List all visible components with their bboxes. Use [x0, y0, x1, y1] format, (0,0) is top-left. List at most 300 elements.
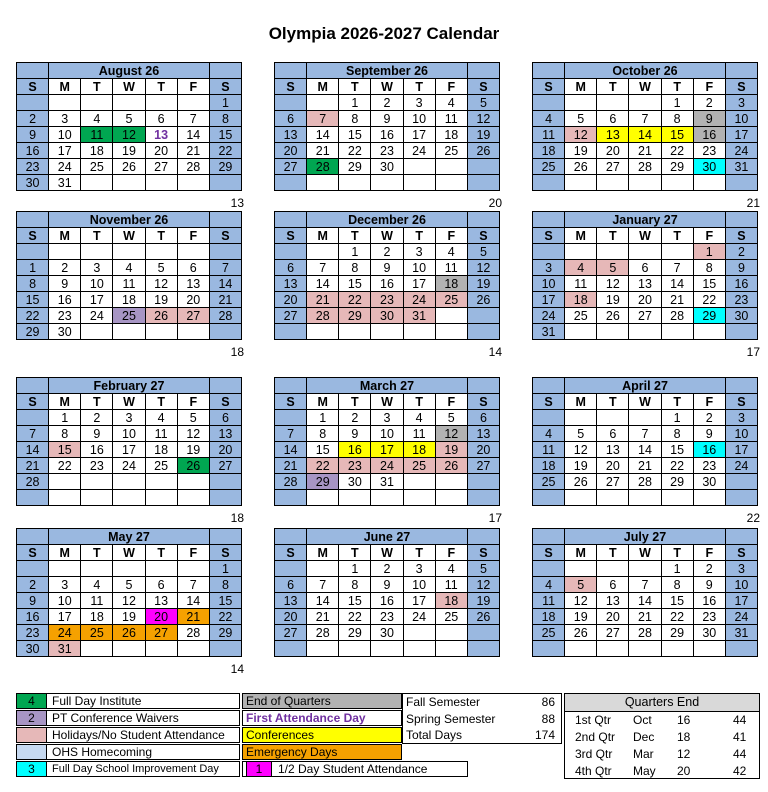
header-cell [467, 63, 499, 79]
day-cell: 26 [435, 458, 467, 474]
day-cell: 6 [177, 260, 209, 276]
weekday-header: T [661, 394, 693, 410]
day-cell: 14 [629, 442, 661, 458]
day-cell: 6 [145, 111, 177, 127]
day-cell: 9 [81, 426, 113, 442]
day-cell: 21 [629, 609, 661, 625]
day-cell: 21 [661, 292, 693, 308]
empty-cell [629, 324, 661, 340]
day-cell: 12 [467, 111, 499, 127]
day-cell: 8 [307, 426, 339, 442]
day-cell: 16 [693, 127, 725, 143]
day-cell: 25 [435, 143, 467, 159]
day-cell: 29 [661, 159, 693, 175]
legend-emergency: Emergency Days [242, 744, 402, 760]
weekday-header: S [533, 79, 565, 95]
quarter-d: 12 [677, 747, 691, 761]
empty-cell [693, 175, 725, 191]
header-cell [17, 63, 49, 79]
quarter-q: 2nd Qtr [575, 730, 616, 744]
day-cell: 6 [209, 410, 241, 426]
day-cell: 24 [725, 143, 757, 159]
day-cell: 18 [145, 442, 177, 458]
empty-cell [435, 490, 467, 506]
quarter-row [565, 763, 759, 779]
day-cell: 21 [629, 143, 661, 159]
weekday-header: S [17, 545, 49, 561]
empty-cell [661, 641, 693, 657]
day-cell: 17 [403, 276, 435, 292]
day-cell: 11 [145, 426, 177, 442]
weekday-header: S [17, 394, 49, 410]
empty-cell [371, 641, 403, 657]
fall-semester-value: 86 [541, 695, 555, 709]
day-cell: 29 [661, 474, 693, 490]
empty-cell [597, 175, 629, 191]
day-cell: 29 [339, 159, 371, 175]
empty-cell [113, 175, 145, 191]
day-cell: 10 [403, 111, 435, 127]
quarter-row [565, 746, 759, 762]
legend-swatch-magenta: 1 [246, 762, 272, 776]
day-cell: 16 [49, 292, 81, 308]
weekday-header: T [339, 228, 371, 244]
day-cell: 13 [275, 276, 307, 292]
month-name: May 27 [49, 529, 210, 545]
weekday-header: W [629, 545, 661, 561]
weekday-header: M [307, 394, 339, 410]
day-cell: 15 [339, 127, 371, 143]
empty-cell [177, 175, 209, 191]
day-cell: 12 [467, 577, 499, 593]
semester-totals [402, 693, 562, 744]
day-cell: 30 [693, 625, 725, 641]
empty-cell [209, 324, 241, 340]
day-cell: 15 [17, 292, 49, 308]
day-cell: 7 [307, 577, 339, 593]
empty-cell [145, 95, 177, 111]
day-cell: 19 [467, 593, 499, 609]
empty-cell [435, 641, 467, 657]
day-cell: 8 [209, 577, 241, 593]
empty-cell [81, 490, 113, 506]
day-cell: 13 [597, 442, 629, 458]
empty-cell [339, 175, 371, 191]
day-cell: 1 [339, 95, 371, 111]
empty-cell [81, 95, 113, 111]
day-cell: 16 [371, 127, 403, 143]
day-cell: 14 [17, 442, 49, 458]
day-cell: 25 [565, 308, 597, 324]
weekday-header: S [725, 394, 757, 410]
empty-cell [113, 95, 145, 111]
day-cell: 19 [435, 442, 467, 458]
empty-cell [403, 159, 435, 175]
day-cell: 10 [533, 276, 565, 292]
day-cell: 22 [661, 609, 693, 625]
empty-cell [725, 490, 757, 506]
day-cell: 29 [209, 159, 241, 175]
legend-swatch-lightblue [17, 745, 47, 759]
day-cell: 12 [565, 127, 597, 143]
month-name: January 27 [565, 212, 726, 228]
day-cell: 15 [339, 593, 371, 609]
day-cell: 7 [307, 111, 339, 127]
legend-label: Full Day School Improvement Day [52, 763, 219, 775]
empty-cell [629, 641, 661, 657]
empty-cell [403, 641, 435, 657]
day-cell: 15 [693, 276, 725, 292]
day-cell: 1 [49, 410, 81, 426]
empty-cell [565, 175, 597, 191]
weekday-header: T [81, 228, 113, 244]
empty-cell [533, 410, 565, 426]
day-cell: 26 [565, 625, 597, 641]
day-cell: 28 [209, 308, 241, 324]
legend-holidays [16, 727, 240, 743]
day-cell: 5 [467, 561, 499, 577]
day-cell: 25 [435, 292, 467, 308]
day-cell: 13 [145, 127, 177, 143]
weekday-header: T [597, 228, 629, 244]
day-cell: 31 [403, 308, 435, 324]
header-cell [275, 212, 307, 228]
day-cell: 23 [81, 458, 113, 474]
weekday-header: S [467, 79, 499, 95]
empty-cell [145, 244, 177, 260]
weekday-header: T [597, 545, 629, 561]
empty-cell [113, 641, 145, 657]
empty-cell [597, 244, 629, 260]
spring-semester-value: 88 [541, 712, 555, 726]
weekday-header: M [307, 79, 339, 95]
day-cell: 28 [307, 159, 339, 175]
empty-cell [565, 95, 597, 111]
day-cell: 30 [693, 474, 725, 490]
weekday-header: F [435, 79, 467, 95]
day-cell: 22 [49, 458, 81, 474]
day-cell: 26 [467, 609, 499, 625]
day-cell: 25 [533, 474, 565, 490]
empty-cell [403, 324, 435, 340]
weekday-header: M [565, 545, 597, 561]
empty-cell [435, 175, 467, 191]
day-cell: 9 [693, 426, 725, 442]
day-cell: 18 [435, 127, 467, 143]
day-cell: 19 [467, 276, 499, 292]
day-cell: 20 [209, 442, 241, 458]
empty-cell [177, 561, 209, 577]
header-cell [209, 529, 241, 545]
day-cell: 4 [81, 577, 113, 593]
quarter-d: 20 [677, 764, 691, 778]
weekday-header: S [533, 394, 565, 410]
day-cell: 23 [17, 159, 49, 175]
weekday-header: S [533, 228, 565, 244]
day-cell: 14 [661, 276, 693, 292]
day-cell: 25 [81, 159, 113, 175]
weekday-header: W [113, 228, 145, 244]
weekday-header: M [49, 79, 81, 95]
empty-cell [725, 324, 757, 340]
day-cell: 10 [49, 127, 81, 143]
weekday-header: M [307, 545, 339, 561]
empty-cell [693, 641, 725, 657]
legend-label: OHS Homecoming [52, 745, 153, 759]
day-cell: 2 [17, 111, 49, 127]
day-cell: 13 [629, 276, 661, 292]
empty-cell [49, 561, 81, 577]
day-cell: 25 [81, 625, 113, 641]
empty-cell [597, 561, 629, 577]
weekday-header: M [49, 228, 81, 244]
day-cell: 2 [693, 410, 725, 426]
day-cell: 20 [597, 609, 629, 625]
empty-cell [435, 308, 467, 324]
day-cell: 12 [177, 426, 209, 442]
empty-cell [597, 324, 629, 340]
empty-cell [565, 244, 597, 260]
empty-cell [81, 175, 113, 191]
empty-cell [81, 474, 113, 490]
empty-cell [145, 175, 177, 191]
day-cell: 22 [339, 292, 371, 308]
weekday-header: T [339, 545, 371, 561]
empty-cell [145, 641, 177, 657]
legend-end-quarters: End of Quarters [242, 693, 402, 709]
header-cell [725, 63, 757, 79]
day-cell: 20 [597, 458, 629, 474]
header-cell [533, 63, 565, 79]
day-cell: 21 [275, 458, 307, 474]
legend-label: PT Conference Waivers [52, 711, 179, 725]
empty-cell [403, 490, 435, 506]
weekday-header: T [403, 394, 435, 410]
day-cell: 2 [49, 260, 81, 276]
empty-cell [371, 490, 403, 506]
day-cell: 11 [81, 593, 113, 609]
month-calendar [274, 377, 500, 506]
empty-cell [467, 175, 499, 191]
day-cell: 5 [467, 244, 499, 260]
empty-cell [145, 324, 177, 340]
day-cell: 24 [725, 609, 757, 625]
empty-cell [275, 324, 307, 340]
weekday-header: F [177, 79, 209, 95]
day-cell: 1 [209, 95, 241, 111]
empty-cell [307, 244, 339, 260]
day-cell: 25 [435, 609, 467, 625]
empty-cell [403, 175, 435, 191]
weekday-header: W [113, 545, 145, 561]
day-cell: 3 [371, 410, 403, 426]
day-cell: 3 [533, 260, 565, 276]
empty-cell [113, 324, 145, 340]
weekday-header: T [597, 394, 629, 410]
day-cell: 5 [565, 111, 597, 127]
empty-cell [145, 490, 177, 506]
empty-cell [533, 641, 565, 657]
header-cell [467, 529, 499, 545]
weekday-header: S [467, 545, 499, 561]
weekday-header: T [597, 79, 629, 95]
day-cell: 26 [597, 308, 629, 324]
weekday-header: M [565, 394, 597, 410]
day-cell: 2 [371, 244, 403, 260]
day-cell: 21 [629, 458, 661, 474]
empty-cell [467, 641, 499, 657]
empty-cell [209, 175, 241, 191]
month-calendar [274, 62, 500, 191]
day-cell: 24 [725, 458, 757, 474]
header-cell [275, 529, 307, 545]
weekday-header: F [435, 545, 467, 561]
empty-cell [209, 490, 241, 506]
day-cell: 17 [49, 143, 81, 159]
day-cell: 14 [307, 593, 339, 609]
day-cell: 31 [49, 175, 81, 191]
weekday-header: T [403, 228, 435, 244]
empty-cell [435, 159, 467, 175]
day-cell: 7 [177, 111, 209, 127]
day-cell: 24 [403, 292, 435, 308]
day-cell: 31 [371, 474, 403, 490]
day-cell: 17 [725, 127, 757, 143]
day-cell: 1 [661, 561, 693, 577]
empty-cell [307, 324, 339, 340]
empty-cell [339, 324, 371, 340]
day-cell: 17 [403, 593, 435, 609]
day-cell: 31 [49, 641, 81, 657]
day-cell: 23 [725, 292, 757, 308]
weekday-header: S [209, 394, 241, 410]
legend-first-day: First Attendance Day [242, 710, 402, 726]
day-cell: 8 [661, 426, 693, 442]
day-cell: 18 [435, 593, 467, 609]
day-cell: 9 [17, 127, 49, 143]
header-cell [17, 529, 49, 545]
header-cell [209, 378, 241, 394]
month-name: December 26 [307, 212, 468, 228]
empty-cell [145, 474, 177, 490]
empty-cell [629, 410, 661, 426]
day-cell: 20 [467, 442, 499, 458]
empty-cell [275, 641, 307, 657]
day-cell: 26 [177, 458, 209, 474]
day-cell: 6 [275, 111, 307, 127]
day-cell: 5 [113, 577, 145, 593]
day-cell: 18 [113, 292, 145, 308]
day-cell: 22 [339, 143, 371, 159]
weekday-header: T [339, 79, 371, 95]
day-cell: 22 [209, 143, 241, 159]
day-cell: 17 [403, 127, 435, 143]
day-cell: 24 [371, 458, 403, 474]
month-name: October 26 [565, 63, 726, 79]
day-cell: 6 [467, 410, 499, 426]
legend-homecoming [16, 744, 240, 760]
day-cell: 27 [597, 625, 629, 641]
day-cell: 19 [467, 127, 499, 143]
day-cell: 14 [307, 127, 339, 143]
day-cell: 10 [81, 276, 113, 292]
day-cell: 19 [565, 143, 597, 159]
day-cell: 4 [435, 561, 467, 577]
day-cell: 23 [371, 292, 403, 308]
weekday-header: T [661, 79, 693, 95]
day-cell: 30 [693, 159, 725, 175]
day-cell: 6 [275, 260, 307, 276]
day-cell: 2 [725, 244, 757, 260]
quarter-n: 41 [733, 730, 747, 744]
day-cell: 8 [339, 577, 371, 593]
day-cell: 1 [661, 410, 693, 426]
day-cell: 11 [435, 260, 467, 276]
empty-cell [307, 490, 339, 506]
day-cell: 11 [435, 111, 467, 127]
empty-cell [661, 324, 693, 340]
day-cell: 7 [307, 260, 339, 276]
empty-cell [693, 490, 725, 506]
day-cell: 27 [275, 625, 307, 641]
month-calendar [16, 211, 242, 340]
empty-cell [629, 490, 661, 506]
weekday-header: T [403, 545, 435, 561]
empty-cell [533, 244, 565, 260]
day-cell: 27 [467, 458, 499, 474]
legend-label: Holidays/No Student Attendance [52, 728, 225, 742]
day-cell: 3 [113, 410, 145, 426]
month-name: August 26 [49, 63, 210, 79]
empty-cell [565, 561, 597, 577]
day-cell: 4 [565, 260, 597, 276]
day-cell: 31 [725, 159, 757, 175]
day-cell: 5 [467, 95, 499, 111]
empty-cell [629, 95, 661, 111]
day-cell: 5 [565, 577, 597, 593]
weekday-header: T [145, 79, 177, 95]
empty-cell [209, 641, 241, 657]
empty-cell [275, 95, 307, 111]
day-cell: 14 [209, 276, 241, 292]
empty-cell [565, 324, 597, 340]
day-cell: 9 [49, 276, 81, 292]
day-cell: 9 [339, 426, 371, 442]
month-day-count: 17 [746, 345, 760, 359]
day-cell: 21 [177, 609, 209, 625]
month-name: June 27 [307, 529, 468, 545]
day-cell: 3 [403, 244, 435, 260]
day-cell: 19 [597, 292, 629, 308]
day-cell: 14 [629, 593, 661, 609]
day-cell: 22 [693, 292, 725, 308]
legend-swatch-green: 4 [17, 694, 47, 708]
header-cell [17, 212, 49, 228]
empty-cell [339, 641, 371, 657]
weekday-header: W [629, 394, 661, 410]
day-cell: 3 [49, 577, 81, 593]
quarter-m: Oct [633, 713, 652, 727]
day-cell: 11 [565, 276, 597, 292]
day-cell: 7 [275, 426, 307, 442]
empty-cell [113, 561, 145, 577]
day-cell: 13 [275, 593, 307, 609]
empty-cell [113, 490, 145, 506]
day-cell: 16 [17, 609, 49, 625]
empty-cell [629, 175, 661, 191]
day-cell: 9 [693, 577, 725, 593]
day-cell: 13 [467, 426, 499, 442]
